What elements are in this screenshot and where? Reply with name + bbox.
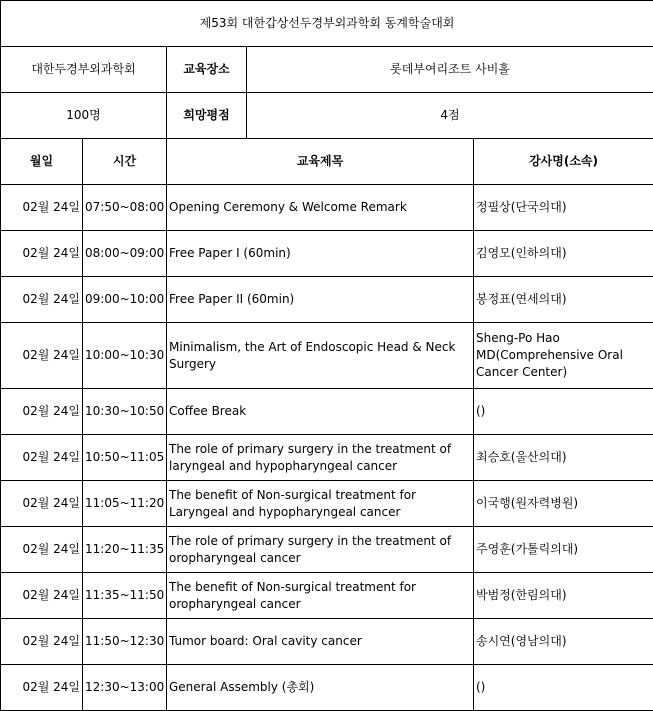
session-speaker: 박범정(한림의대) [474, 573, 653, 619]
event-title: 제53회 대한갑상선두경부외과학회 동계학술대회 [1, 1, 653, 47]
table-row [1, 527, 653, 573]
session-date: 02월 24일 [1, 481, 83, 527]
session-date: 02월 24일 [1, 527, 83, 573]
session-time: 12:30~13:00 [83, 665, 167, 711]
session-title: Free Paper I (60min) [167, 231, 474, 277]
capacity-value: 100명 [1, 93, 167, 139]
session-time: 10:30~10:50 [83, 389, 167, 435]
session-speaker: 김영모(인하의대) [474, 231, 653, 277]
session-date: 02월 24일 [1, 619, 83, 665]
session-date: 02월 24일 [1, 323, 83, 389]
session-speaker: 봉정표(연세의대) [474, 277, 653, 323]
venue-value: 롯데부여리조트 사비홀 [247, 47, 653, 93]
session-date: 02월 24일 [1, 665, 83, 711]
session-speaker: 최승호(울산의대) [474, 435, 653, 481]
capacity-row [1, 93, 653, 139]
table-row [1, 277, 653, 323]
session-speaker: 송시연(영남의대) [474, 619, 653, 665]
header-row [1, 139, 653, 185]
session-title: Free Paper II (60min) [167, 277, 474, 323]
session-time: 10:00~10:30 [83, 323, 167, 389]
table-row [1, 185, 653, 231]
session-speaker: 주영훈(가톨릭의대) [474, 527, 653, 573]
session-date: 02월 24일 [1, 277, 83, 323]
session-date: 02월 24일 [1, 435, 83, 481]
session-time: 11:35~11:50 [83, 573, 167, 619]
session-time: 11:20~11:35 [83, 527, 167, 573]
session-time: 10:50~11:05 [83, 435, 167, 481]
session-date: 02월 24일 [1, 389, 83, 435]
session-time: 11:50~12:30 [83, 619, 167, 665]
table-row [1, 619, 653, 665]
venue-row [1, 47, 653, 93]
session-date: 02월 24일 [1, 573, 83, 619]
session-time: 11:05~11:20 [83, 481, 167, 527]
session-title: Tumor board: Oral cavity cancer [167, 619, 474, 665]
session-title: Coffee Break [167, 389, 474, 435]
session-title: The benefit of Non-surgical treatment for oropharyngeal cancer [167, 573, 474, 619]
session-time: 07:50~08:00 [83, 185, 167, 231]
points-value: 4점 [247, 93, 653, 139]
session-time: 09:00~10:00 [83, 277, 167, 323]
table-row [1, 665, 653, 711]
session-date: 02월 24일 [1, 231, 83, 277]
table-row [1, 573, 653, 619]
venue-label: 교육장소 [167, 47, 247, 93]
session-title: General Assembly (총회) [167, 665, 474, 711]
session-title: Minimalism, the Art of Endoscopic Head & Neck Surgery [167, 323, 474, 389]
table-row [1, 435, 653, 481]
header-time: 시간 [83, 139, 167, 185]
session-speaker: 정필상(단국의대) [474, 185, 653, 231]
table-row [1, 323, 653, 389]
session-speaker: () [474, 389, 653, 435]
header-speaker: 강사명(소속) [474, 139, 653, 185]
header-title: 교육제목 [167, 139, 474, 185]
points-label: 희망평점 [167, 93, 247, 139]
title-row [1, 1, 653, 47]
table-row [1, 231, 653, 277]
session-speaker: 이국행(원자력병원) [474, 481, 653, 527]
table-row [1, 389, 653, 435]
session-title: The role of primary surgery in the treatment of oropharyngeal cancer [167, 527, 474, 573]
session-title: The role of primary surgery in the treatment of laryngeal and hypopharyngeal cancer [167, 435, 474, 481]
header-month-day: 월일 [1, 139, 83, 185]
session-date: 02월 24일 [1, 185, 83, 231]
table-row [1, 481, 653, 527]
session-speaker: Sheng-Po Hao MD(Comprehensive Oral Cancer Center) [474, 323, 653, 389]
session-time: 08:00~09:00 [83, 231, 167, 277]
session-speaker: () [474, 665, 653, 711]
organizer-name: 대한두경부외과학회 [1, 47, 167, 93]
session-title: Opening Ceremony & Welcome Remark [167, 185, 474, 231]
session-title: The benefit of Non-surgical treatment for Laryngeal and hypopharyngeal cancer [167, 481, 474, 527]
